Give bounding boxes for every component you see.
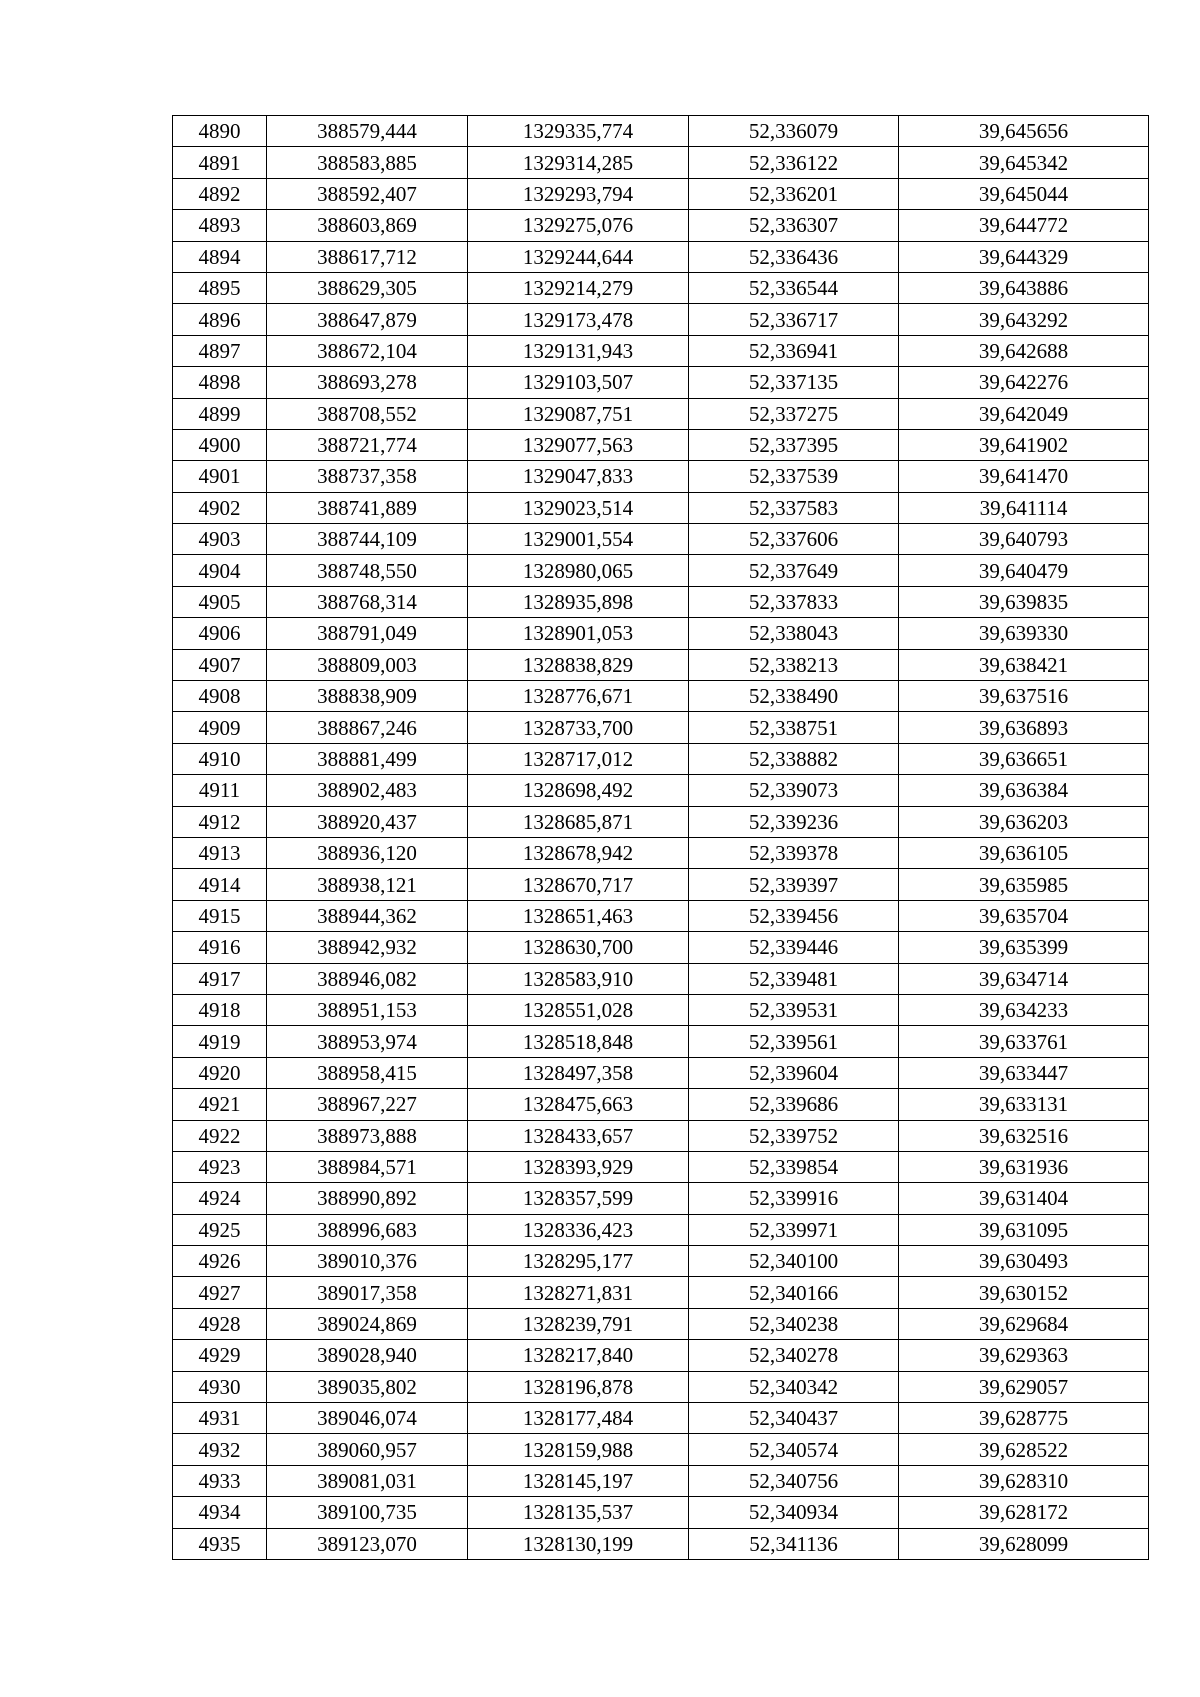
longitude-cell: 39,629057: [899, 1371, 1149, 1402]
table-row: [173, 398, 1149, 429]
latitude-cell: 52,339752: [689, 1120, 899, 1151]
point-number-cell: 4894: [173, 241, 267, 272]
table-row: [173, 837, 1149, 868]
table-row: [173, 492, 1149, 523]
y-coordinate-cell: 1329293,794: [468, 178, 689, 209]
longitude-cell: 39,628172: [899, 1497, 1149, 1528]
x-coordinate-cell: 389100,735: [267, 1497, 468, 1528]
y-coordinate-cell: 1329023,514: [468, 492, 689, 523]
x-coordinate-cell: 388791,049: [267, 618, 468, 649]
x-coordinate-cell: 388603,869: [267, 210, 468, 241]
point-number-cell: 4915: [173, 900, 267, 931]
y-coordinate-cell: 1328135,537: [468, 1497, 689, 1528]
table-row: [173, 1340, 1149, 1371]
y-coordinate-cell: 1328336,423: [468, 1214, 689, 1245]
latitude-cell: 52,339481: [689, 963, 899, 994]
latitude-cell: 52,340574: [689, 1434, 899, 1465]
table-row: [173, 367, 1149, 398]
x-coordinate-cell: 388958,415: [267, 1057, 468, 1088]
table-row: [173, 524, 1149, 555]
latitude-cell: 52,339561: [689, 1026, 899, 1057]
x-coordinate-cell: 388944,362: [267, 900, 468, 931]
point-number-cell: 4932: [173, 1434, 267, 1465]
latitude-cell: 52,339971: [689, 1214, 899, 1245]
point-number-cell: 4904: [173, 555, 267, 586]
latitude-cell: 52,336436: [689, 241, 899, 272]
table-row: [173, 681, 1149, 712]
y-coordinate-cell: 1328217,840: [468, 1340, 689, 1371]
table-row: [173, 272, 1149, 303]
table-row: [173, 1214, 1149, 1245]
x-coordinate-cell: 388951,153: [267, 994, 468, 1025]
latitude-cell: 52,340238: [689, 1308, 899, 1339]
latitude-cell: 52,340437: [689, 1403, 899, 1434]
table-row: [173, 1026, 1149, 1057]
longitude-cell: 39,641470: [899, 461, 1149, 492]
x-coordinate-cell: 388838,909: [267, 681, 468, 712]
table-row: [173, 1277, 1149, 1308]
x-coordinate-cell: 388721,774: [267, 429, 468, 460]
table-row: [173, 1403, 1149, 1434]
longitude-cell: 39,630152: [899, 1277, 1149, 1308]
x-coordinate-cell: 389046,074: [267, 1403, 468, 1434]
longitude-cell: 39,639835: [899, 586, 1149, 617]
y-coordinate-cell: 1328685,871: [468, 806, 689, 837]
latitude-cell: 52,339397: [689, 869, 899, 900]
x-coordinate-cell: 388579,444: [267, 116, 468, 147]
table-row: [173, 963, 1149, 994]
y-coordinate-cell: 1329173,478: [468, 304, 689, 335]
latitude-cell: 52,340756: [689, 1465, 899, 1496]
point-number-cell: 4934: [173, 1497, 267, 1528]
point-number-cell: 4905: [173, 586, 267, 617]
y-coordinate-cell: 1328935,898: [468, 586, 689, 617]
latitude-cell: 52,337649: [689, 555, 899, 586]
longitude-cell: 39,629684: [899, 1308, 1149, 1339]
y-coordinate-cell: 1328271,831: [468, 1277, 689, 1308]
latitude-cell: 52,339531: [689, 994, 899, 1025]
point-number-cell: 4921: [173, 1089, 267, 1120]
y-coordinate-cell: 1328196,878: [468, 1371, 689, 1402]
point-number-cell: 4895: [173, 272, 267, 303]
table-row: [173, 994, 1149, 1025]
x-coordinate-cell: 388617,712: [267, 241, 468, 272]
point-number-cell: 4907: [173, 649, 267, 680]
x-coordinate-cell: 388708,552: [267, 398, 468, 429]
latitude-cell: 52,336079: [689, 116, 899, 147]
y-coordinate-cell: 1328433,657: [468, 1120, 689, 1151]
longitude-cell: 39,636651: [899, 743, 1149, 774]
point-number-cell: 4916: [173, 932, 267, 963]
longitude-cell: 39,628099: [899, 1528, 1149, 1559]
x-coordinate-cell: 388592,407: [267, 178, 468, 209]
longitude-cell: 39,640479: [899, 555, 1149, 586]
y-coordinate-cell: 1328670,717: [468, 869, 689, 900]
x-coordinate-cell: 388748,550: [267, 555, 468, 586]
latitude-cell: 52,337833: [689, 586, 899, 617]
y-coordinate-cell: 1328678,942: [468, 837, 689, 868]
table-row: [173, 116, 1149, 147]
point-number-cell: 4912: [173, 806, 267, 837]
table-row: [173, 429, 1149, 460]
table-row: [173, 335, 1149, 366]
point-number-cell: 4920: [173, 1057, 267, 1088]
x-coordinate-cell: 388938,121: [267, 869, 468, 900]
point-number-cell: 4913: [173, 837, 267, 868]
table-row: [173, 1089, 1149, 1120]
point-number-cell: 4926: [173, 1246, 267, 1277]
x-coordinate-cell: 388737,358: [267, 461, 468, 492]
table-row: [173, 1497, 1149, 1528]
latitude-cell: 52,336717: [689, 304, 899, 335]
longitude-cell: 39,636893: [899, 712, 1149, 743]
point-number-cell: 4890: [173, 116, 267, 147]
longitude-cell: 39,628522: [899, 1434, 1149, 1465]
point-number-cell: 4923: [173, 1151, 267, 1182]
point-number-cell: 4911: [173, 775, 267, 806]
y-coordinate-cell: 1328475,663: [468, 1089, 689, 1120]
latitude-cell: 52,340100: [689, 1246, 899, 1277]
y-coordinate-cell: 1328776,671: [468, 681, 689, 712]
x-coordinate-cell: 388936,120: [267, 837, 468, 868]
x-coordinate-cell: 388744,109: [267, 524, 468, 555]
table-row: [173, 1183, 1149, 1214]
latitude-cell: 52,340342: [689, 1371, 899, 1402]
y-coordinate-cell: 1329131,943: [468, 335, 689, 366]
latitude-cell: 52,339378: [689, 837, 899, 868]
latitude-cell: 52,341136: [689, 1528, 899, 1559]
table-row: [173, 775, 1149, 806]
latitude-cell: 52,339456: [689, 900, 899, 931]
table-row: [173, 304, 1149, 335]
latitude-cell: 52,338043: [689, 618, 899, 649]
longitude-cell: 39,636203: [899, 806, 1149, 837]
longitude-cell: 39,644329: [899, 241, 1149, 272]
y-coordinate-cell: 1329087,751: [468, 398, 689, 429]
longitude-cell: 39,645656: [899, 116, 1149, 147]
table-row: [173, 618, 1149, 649]
x-coordinate-cell: 388920,437: [267, 806, 468, 837]
table-row: [173, 900, 1149, 931]
table-row: [173, 649, 1149, 680]
point-number-cell: 4935: [173, 1528, 267, 1559]
y-coordinate-cell: 1328630,700: [468, 932, 689, 963]
latitude-cell: 52,336544: [689, 272, 899, 303]
point-number-cell: 4893: [173, 210, 267, 241]
longitude-cell: 39,645044: [899, 178, 1149, 209]
x-coordinate-cell: 388942,932: [267, 932, 468, 963]
table-row: [173, 743, 1149, 774]
table-row: [173, 712, 1149, 743]
x-coordinate-cell: 388693,278: [267, 367, 468, 398]
y-coordinate-cell: 1328239,791: [468, 1308, 689, 1339]
y-coordinate-cell: 1328130,199: [468, 1528, 689, 1559]
point-number-cell: 4909: [173, 712, 267, 743]
y-coordinate-cell: 1328518,848: [468, 1026, 689, 1057]
point-number-cell: 4917: [173, 963, 267, 994]
y-coordinate-cell: 1328145,197: [468, 1465, 689, 1496]
longitude-cell: 39,643292: [899, 304, 1149, 335]
table-row: [173, 1465, 1149, 1496]
table-row: [173, 932, 1149, 963]
point-number-cell: 4892: [173, 178, 267, 209]
table-row: [173, 586, 1149, 617]
point-number-cell: 4933: [173, 1465, 267, 1496]
latitude-cell: 52,339236: [689, 806, 899, 837]
y-coordinate-cell: 1328901,053: [468, 618, 689, 649]
point-number-cell: 4931: [173, 1403, 267, 1434]
x-coordinate-cell: 388996,683: [267, 1214, 468, 1245]
longitude-cell: 39,635985: [899, 869, 1149, 900]
coordinates-table: [172, 115, 1149, 1560]
y-coordinate-cell: 1328357,599: [468, 1183, 689, 1214]
x-coordinate-cell: 389024,869: [267, 1308, 468, 1339]
longitude-cell: 39,637516: [899, 681, 1149, 712]
x-coordinate-cell: 389081,031: [267, 1465, 468, 1496]
longitude-cell: 39,645342: [899, 147, 1149, 178]
latitude-cell: 52,338751: [689, 712, 899, 743]
longitude-cell: 39,636384: [899, 775, 1149, 806]
longitude-cell: 39,643886: [899, 272, 1149, 303]
longitude-cell: 39,631936: [899, 1151, 1149, 1182]
table-row: [173, 241, 1149, 272]
table-row: [173, 806, 1149, 837]
point-number-cell: 4906: [173, 618, 267, 649]
point-number-cell: 4902: [173, 492, 267, 523]
table-row: [173, 1057, 1149, 1088]
y-coordinate-cell: 1328497,358: [468, 1057, 689, 1088]
x-coordinate-cell: 388953,974: [267, 1026, 468, 1057]
y-coordinate-cell: 1328159,988: [468, 1434, 689, 1465]
y-coordinate-cell: 1328393,929: [468, 1151, 689, 1182]
y-coordinate-cell: 1328698,492: [468, 775, 689, 806]
y-coordinate-cell: 1329335,774: [468, 116, 689, 147]
x-coordinate-cell: 389017,358: [267, 1277, 468, 1308]
point-number-cell: 4929: [173, 1340, 267, 1371]
table-row: [173, 1434, 1149, 1465]
x-coordinate-cell: 388990,892: [267, 1183, 468, 1214]
table-row: [173, 869, 1149, 900]
latitude-cell: 52,337606: [689, 524, 899, 555]
table-row: [173, 1371, 1149, 1402]
latitude-cell: 52,336201: [689, 178, 899, 209]
point-number-cell: 4924: [173, 1183, 267, 1214]
table-row: [173, 1528, 1149, 1559]
table-row: [173, 210, 1149, 241]
y-coordinate-cell: 1329314,285: [468, 147, 689, 178]
x-coordinate-cell: 388809,003: [267, 649, 468, 680]
table-row: [173, 1246, 1149, 1277]
latitude-cell: 52,339854: [689, 1151, 899, 1182]
longitude-cell: 39,633131: [899, 1089, 1149, 1120]
longitude-cell: 39,642276: [899, 367, 1149, 398]
y-coordinate-cell: 1329214,279: [468, 272, 689, 303]
latitude-cell: 52,337539: [689, 461, 899, 492]
point-number-cell: 4901: [173, 461, 267, 492]
longitude-cell: 39,642049: [899, 398, 1149, 429]
point-number-cell: 4899: [173, 398, 267, 429]
y-coordinate-cell: 1328583,910: [468, 963, 689, 994]
x-coordinate-cell: 389028,940: [267, 1340, 468, 1371]
x-coordinate-cell: 388583,885: [267, 147, 468, 178]
table-row: [173, 178, 1149, 209]
y-coordinate-cell: 1328295,177: [468, 1246, 689, 1277]
x-coordinate-cell: 388741,889: [267, 492, 468, 523]
latitude-cell: 52,336122: [689, 147, 899, 178]
longitude-cell: 39,633447: [899, 1057, 1149, 1088]
latitude-cell: 52,336941: [689, 335, 899, 366]
table-row: [173, 1151, 1149, 1182]
latitude-cell: 52,340934: [689, 1497, 899, 1528]
latitude-cell: 52,337395: [689, 429, 899, 460]
latitude-cell: 52,339604: [689, 1057, 899, 1088]
y-coordinate-cell: 1329275,076: [468, 210, 689, 241]
longitude-cell: 39,644772: [899, 210, 1149, 241]
latitude-cell: 52,338882: [689, 743, 899, 774]
table-row: [173, 555, 1149, 586]
x-coordinate-cell: 388881,499: [267, 743, 468, 774]
latitude-cell: 52,337583: [689, 492, 899, 523]
latitude-cell: 52,338213: [689, 649, 899, 680]
longitude-cell: 39,634714: [899, 963, 1149, 994]
longitude-cell: 39,631095: [899, 1214, 1149, 1245]
point-number-cell: 4898: [173, 367, 267, 398]
x-coordinate-cell: 389035,802: [267, 1371, 468, 1402]
latitude-cell: 52,338490: [689, 681, 899, 712]
longitude-cell: 39,642688: [899, 335, 1149, 366]
point-number-cell: 4914: [173, 869, 267, 900]
point-number-cell: 4928: [173, 1308, 267, 1339]
point-number-cell: 4903: [173, 524, 267, 555]
point-number-cell: 4918: [173, 994, 267, 1025]
table-row: [173, 1308, 1149, 1339]
point-number-cell: 4897: [173, 335, 267, 366]
coordinates-table-body: [173, 116, 1149, 1560]
x-coordinate-cell: 388629,305: [267, 272, 468, 303]
longitude-cell: 39,641114: [899, 492, 1149, 523]
x-coordinate-cell: 388902,483: [267, 775, 468, 806]
longitude-cell: 39,630493: [899, 1246, 1149, 1277]
longitude-cell: 39,628775: [899, 1403, 1149, 1434]
point-number-cell: 4910: [173, 743, 267, 774]
x-coordinate-cell: 389010,376: [267, 1246, 468, 1277]
x-coordinate-cell: 388768,314: [267, 586, 468, 617]
x-coordinate-cell: 388946,082: [267, 963, 468, 994]
y-coordinate-cell: 1329001,554: [468, 524, 689, 555]
x-coordinate-cell: 388867,246: [267, 712, 468, 743]
longitude-cell: 39,634233: [899, 994, 1149, 1025]
x-coordinate-cell: 388967,227: [267, 1089, 468, 1120]
y-coordinate-cell: 1329103,507: [468, 367, 689, 398]
longitude-cell: 39,629363: [899, 1340, 1149, 1371]
x-coordinate-cell: 388647,879: [267, 304, 468, 335]
y-coordinate-cell: 1328980,065: [468, 555, 689, 586]
x-coordinate-cell: 388984,571: [267, 1151, 468, 1182]
point-number-cell: 4927: [173, 1277, 267, 1308]
point-number-cell: 4891: [173, 147, 267, 178]
longitude-cell: 39,628310: [899, 1465, 1149, 1496]
longitude-cell: 39,636105: [899, 837, 1149, 868]
longitude-cell: 39,638421: [899, 649, 1149, 680]
point-number-cell: 4922: [173, 1120, 267, 1151]
y-coordinate-cell: 1328651,463: [468, 900, 689, 931]
latitude-cell: 52,340278: [689, 1340, 899, 1371]
point-number-cell: 4925: [173, 1214, 267, 1245]
longitude-cell: 39,633761: [899, 1026, 1149, 1057]
longitude-cell: 39,639330: [899, 618, 1149, 649]
longitude-cell: 39,635704: [899, 900, 1149, 931]
longitude-cell: 39,641902: [899, 429, 1149, 460]
y-coordinate-cell: 1329047,833: [468, 461, 689, 492]
latitude-cell: 52,336307: [689, 210, 899, 241]
point-number-cell: 4930: [173, 1371, 267, 1402]
latitude-cell: 52,339073: [689, 775, 899, 806]
latitude-cell: 52,339916: [689, 1183, 899, 1214]
x-coordinate-cell: 388973,888: [267, 1120, 468, 1151]
latitude-cell: 52,340166: [689, 1277, 899, 1308]
y-coordinate-cell: 1328733,700: [468, 712, 689, 743]
y-coordinate-cell: 1329077,563: [468, 429, 689, 460]
point-number-cell: 4919: [173, 1026, 267, 1057]
table-row: [173, 461, 1149, 492]
table-row: [173, 147, 1149, 178]
latitude-cell: 52,339446: [689, 932, 899, 963]
longitude-cell: 39,632516: [899, 1120, 1149, 1151]
table-row: [173, 1120, 1149, 1151]
point-number-cell: 4908: [173, 681, 267, 712]
y-coordinate-cell: 1328838,829: [468, 649, 689, 680]
x-coordinate-cell: 388672,104: [267, 335, 468, 366]
longitude-cell: 39,631404: [899, 1183, 1149, 1214]
y-coordinate-cell: 1328551,028: [468, 994, 689, 1025]
point-number-cell: 4900: [173, 429, 267, 460]
latitude-cell: 52,337135: [689, 367, 899, 398]
point-number-cell: 4896: [173, 304, 267, 335]
longitude-cell: 39,640793: [899, 524, 1149, 555]
y-coordinate-cell: 1328177,484: [468, 1403, 689, 1434]
latitude-cell: 52,339686: [689, 1089, 899, 1120]
latitude-cell: 52,337275: [689, 398, 899, 429]
x-coordinate-cell: 389060,957: [267, 1434, 468, 1465]
y-coordinate-cell: 1329244,644: [468, 241, 689, 272]
y-coordinate-cell: 1328717,012: [468, 743, 689, 774]
x-coordinate-cell: 389123,070: [267, 1528, 468, 1559]
longitude-cell: 39,635399: [899, 932, 1149, 963]
